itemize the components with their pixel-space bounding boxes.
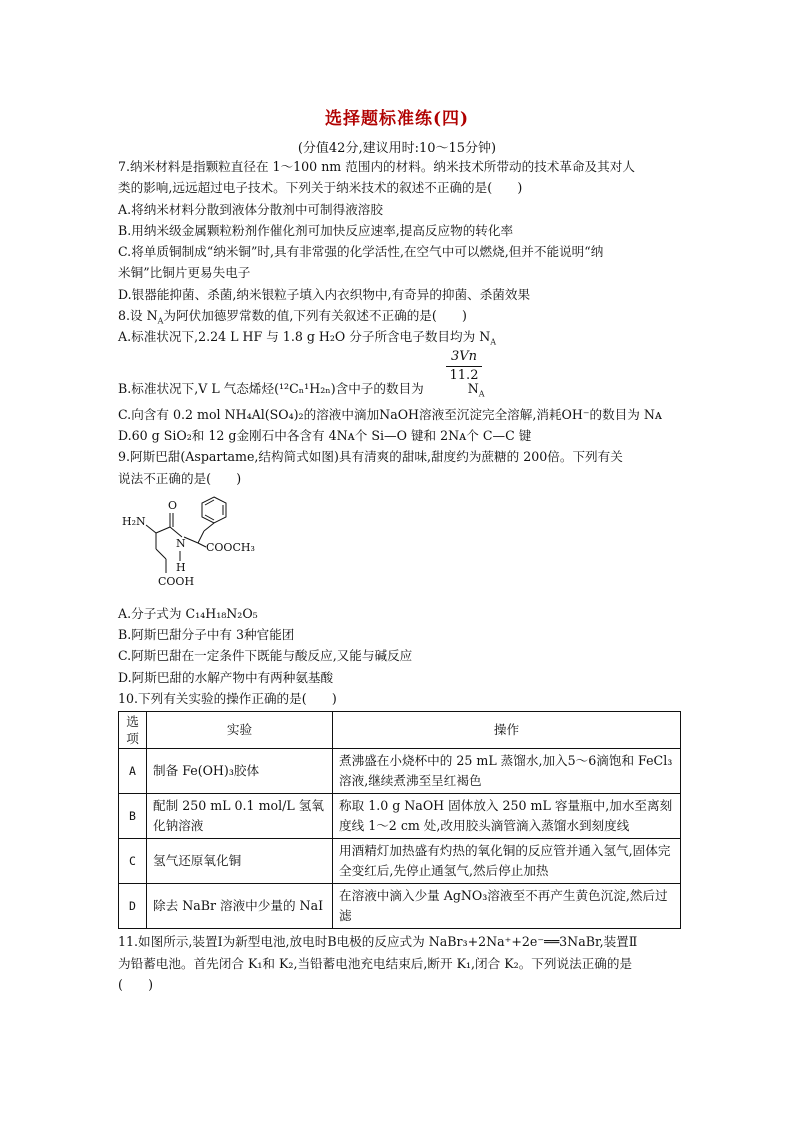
q9-stem-line2: 说法不正确的是( ) <box>118 470 242 486</box>
q10-stem: 10.下列有关实验的操作正确的是( ) <box>118 691 337 707</box>
question-11 <box>118 931 686 995</box>
label-cooh: COOH <box>158 574 195 588</box>
q8-option-b-text: B.标准状况下,V L 气态烯烃(¹²Cₙ¹H₂ₙ)含中子的数目为 <box>118 381 424 397</box>
label-h: H <box>176 560 186 574</box>
q9-stem-line1: 9.阿斯巴甜(Aspartame,结构简式如图)具有清爽的甜味,甜度约为蔗糖的 200倍。下列有关 <box>118 449 623 465</box>
q7-stem-line1: 7.纳米材料是指颗粒直径在 1～100 nm 范围内的材料。纳米技术所带动的技术革命及其对人 <box>118 159 635 174</box>
q11-line1: 11.如图所示,装置Ⅰ为新型电池,放电时B电极的反应式为 NaBr₃+2Na⁺+2e⁻══3NaBr,装置Ⅱ <box>118 934 638 950</box>
q7-option-c-line1: C.将单质铜制成“纳米铜”时,具有非常强的化学活性,在空气中可以燃烧,但并不能说明“纳 <box>118 244 604 260</box>
q9-option-b: B.阿斯巴甜分子中有 3种官能团 <box>118 627 295 643</box>
q7-option-c-line2: 米铜”比铜片更易失电子 <box>118 265 251 281</box>
q11-line2: 为铅蓄电池。首先闭合 K₁和 K₂,当铅蓄电池充电结束后,断开 K₁,闭合 K₂。下列说法正确的是 <box>118 955 633 971</box>
benzene-ring <box>202 497 226 523</box>
q9-option-d: D.阿斯巴甜的水解产物中有两种氨基酸 <box>118 669 334 685</box>
q7-option-b: B.用纳米级金属颗粒粉剂作催化剂可加快反应速率,提高反应物的转化率 <box>118 222 514 238</box>
fraction-denominator: 11.2 <box>449 367 479 383</box>
q7-option-d: D.银器能抑菌、杀菌,纳米银粒子填入内衣织物中,有奇异的抑菌、杀菌效果 <box>118 286 531 302</box>
question-list <box>118 156 686 995</box>
label-h2n: H₂N <box>122 514 146 528</box>
table-row <box>119 749 681 794</box>
aspartame-structure <box>118 489 686 603</box>
page-title: 选择题标准练(四) <box>324 109 470 129</box>
question-10 <box>118 688 686 929</box>
question-9 <box>118 446 686 688</box>
table-row <box>119 884 681 929</box>
row-operation: 在溶液中滴入少量 AgNO₃溶液至不再产生黄色沉淀,然后过滤 <box>333 884 681 929</box>
table-row <box>119 794 681 839</box>
table-header-row <box>119 712 681 749</box>
row-experiment: 制备 Fe(OH)₃胶体 <box>147 749 333 794</box>
row-option: B <box>119 794 147 839</box>
q7-option-a: A.将纳米材料分散到液体分散剂中可制得液溶胶 <box>118 201 383 217</box>
row-operation: 用酒精灯加热盛有灼热的氧化铜的反应管并通入氢气,固体完全变红后,先停止通氢气,然后停止加热 <box>333 839 681 884</box>
row-option: C <box>119 839 147 884</box>
row-operation: 煮沸盛在小烧杯中的 25 mL 蒸馏水,加入5～6滴饱和 FeCl₃溶液,继续煮沸至呈红褐色 <box>333 749 681 794</box>
table-row <box>119 839 681 884</box>
q8-option-d: D.60 g SiO₂和 12 g金刚石中各含有 4Nᴀ个 Si—O 键和 2Nᴀ个 C—C 键 <box>118 427 532 443</box>
q8-stem: 8.设 $N_A$为阿伏加德罗常数的值,下列有关叙述不正确的是( ) <box>118 308 467 326</box>
row-option: D <box>119 884 147 929</box>
header-experiment: 实验 <box>147 712 333 749</box>
q8-option-b: $\frac{3Vn}{11.2}$ B.标准状况下,V L 气态烯烃(¹²Cₙ¹H₂ₙ)含中子的数目为 $N_A$ <box>118 348 485 399</box>
question-8 <box>118 305 686 446</box>
row-experiment: 氢气还原氧化铜 <box>147 839 333 884</box>
aspartame-structure-diagram <box>118 489 278 603</box>
label-cooch3: COOCH₃ <box>206 540 255 554</box>
row-option: A <box>119 749 147 794</box>
question-7 <box>118 156 686 305</box>
q9-option-a: A.分子式为 C₁₄H₁₈N₂O₅ <box>118 605 258 621</box>
header-operation: 操作 <box>333 712 681 749</box>
q11-line3: ( ) <box>118 976 154 992</box>
experiment-table <box>118 711 681 929</box>
fraction-numerator: 3Vn <box>446 348 482 367</box>
q8-option-a: A.标准状况下,2.24 L HF 与 1.8 g H₂O 分子所含电子数目均为 $N_A$ <box>118 329 496 347</box>
page-subtitle: (分值42分,建议用时:10～15分钟) <box>297 141 497 156</box>
q9-option-c: C.阿斯巴甜在一定条件下既能与酸反应,又能与碱反应 <box>118 648 413 664</box>
label-carbonyl-o: O <box>168 498 178 512</box>
row-operation: 称取 1.0 g NaOH 固体放入 250 mL 容量瓶中,加水至离刻度线 1～2 cm 处,改用胶头滴管滴入蒸馏水到刻度线 <box>333 794 681 839</box>
q8-option-c: C.向含有 0.2 mol NH₄Al(SO₄)₂的溶液中滴加NaOH溶液至沉淀完全溶解,消耗OH⁻的数目为 Nᴀ <box>118 406 663 422</box>
row-experiment: 配制 250 mL 0.1 mol/L 氢氧化钠溶液 <box>147 794 333 839</box>
q7-stem-line2: 类的影响,远远超过电子技术。下列关于纳米技术的叙述不正确的是( ) <box>118 180 523 196</box>
header-option: 选项 <box>119 712 147 749</box>
row-experiment: 除去 NaBr 溶液中少量的 NaI <box>147 884 333 929</box>
label-n: N <box>176 536 186 550</box>
